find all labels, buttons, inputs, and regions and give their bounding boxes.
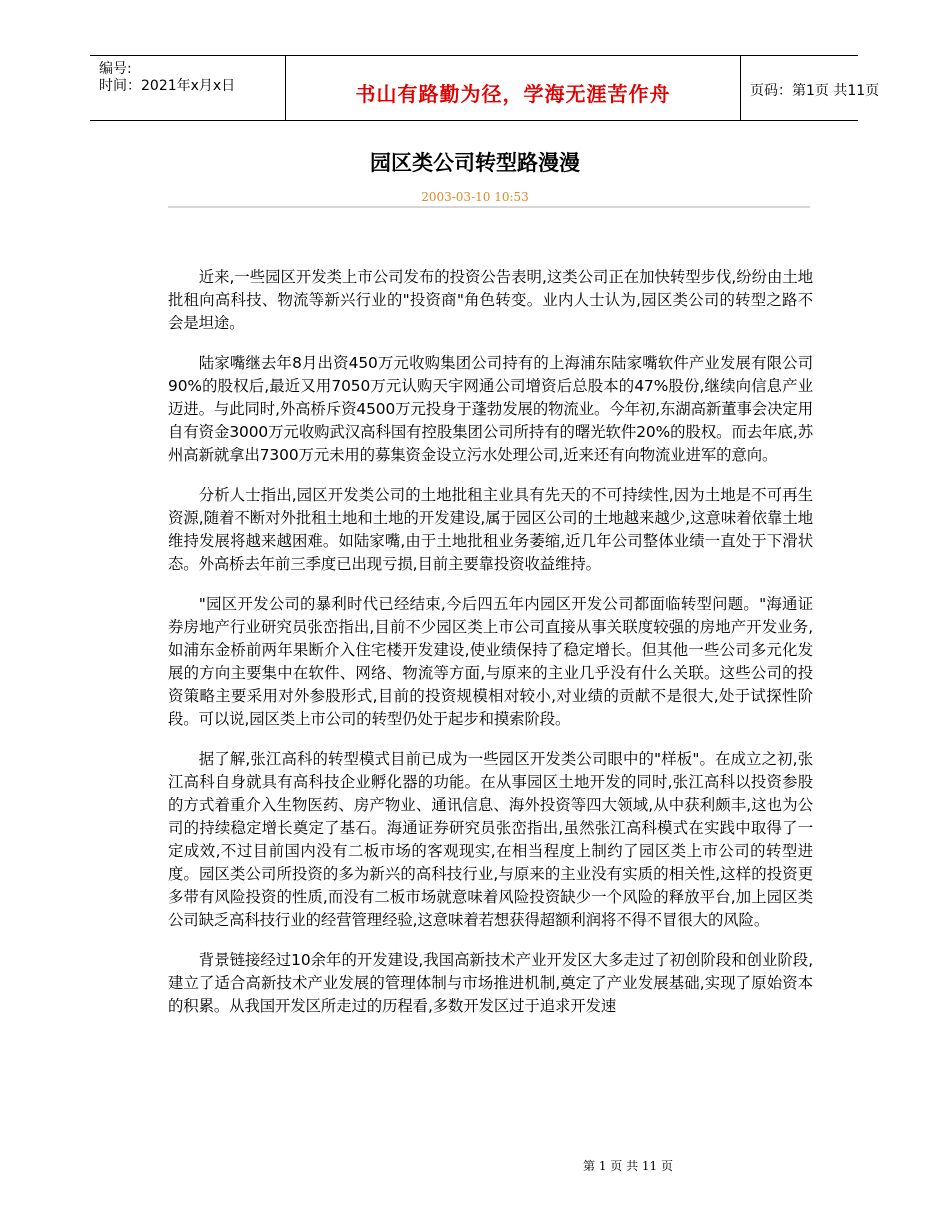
article-body: [168, 266, 813, 1035]
header-meta-cell: [90, 56, 286, 120]
paragraph-6: 背景链接经过10余年的开发建设,我国高新技术产业开发区大多走过了初创阶段和创业阶段,建立了适合高新技术产业发展的管理体制与市场推进机制,奠定了产业发展基础,实现了原始资本的积累。从我国开发区所走过的历程看,多数开发区过于追求开发速: [168, 951, 813, 1015]
number-label: 编号:: [99, 61, 132, 77]
page-footer: 第 1 页 共 11 页: [583, 1159, 673, 1173]
paragraph-1: 近来,一些园区开发类上市公司发布的投资公告表明,这类公司正在加快转型步伐,纷纷由土地批租向高科技、物流等新兴行业的"投资商"角色转变。业内人士认为,园区类公司的转型之路不会是坦途。: [168, 268, 813, 332]
page-info: 页码：第1页 共11页: [750, 83, 880, 99]
title-divider: [168, 206, 810, 208]
paragraph-5: 据了解,张江高科的转型模式目前已成为一些园区开发类公司眼中的"样板"。在成立之初,张江高科自身就具有高科技企业孵化器的功能。在从事园区土地开发的同时,张江高科以投资参股的方式着重介入生物医药、房产物业、通讯信息、海外投资等四大领域,从中获利颇丰,这也为公司的持续稳定增长奠定了基石。海通证券研究员张峦指出,虽然张江高科模式在实践中取得了一定成效,不过目前国内没有二板市场的客观现实,在相当程度上制约了园区类上市公司的转型进度。园区类公司所投资的多为新兴的高科技行业,与原来的主业没有实质的相关性,这样的投资更多带有风险投资的性质,而没有二板市场就意味着风险投资缺少一个风险的释放平台,加上园区类公司缺乏高科技行业的经营管理经验,这意味着若想获得超额利润将不得不冒很大的风险。: [168, 750, 813, 929]
article-title: 园区类公司转型路漫漫: [370, 151, 580, 175]
motto: 书山有路勤为径，学海无涯苦作舟: [355, 82, 671, 106]
time-label: 时间：2021年x月x日: [99, 78, 236, 94]
article-date: 2003-03-10 10:53: [421, 190, 529, 204]
header-motto-cell: [286, 56, 741, 120]
paragraph-4: "园区开发公司的暴利时代已经结束,今后四五年内园区开发公司都面临转型问题。"海通证券房地产行业研究员张峦指出,目前不少园区类上市公司直接从事关联度较强的房地产开发业务,如浦东金桥前两年果断介入住宅楼开发建设,使业绩保持了稳定增长。但其他一些公司多元化发展的方向主要集中在软件、网络、物流等方面,与原来的主业几乎没有什么关联。这些公司的投资策略主要采用对外参股形式,目前的投资规模相对较小,对业绩的贡献不是很大,处于试探性阶段。可以说,园区类上市公司的转型仍处于起步和摸索阶段。: [168, 595, 813, 728]
header-page-cell: [741, 56, 880, 120]
paragraph-2: 陆家嘴继去年8月出资450万元收购集团公司持有的上海浦东陆家嘴软件产业发展有限公司90%的股权后,最近又用7050万元认购天宇网通公司增资后总股本的47%股份,继续向信息产业迈进。与此同时,外高桥斥资4500万元投身于蓬勃发展的物流业。今年初,东湖高新董事会决定用自有资金3000万元收购武汉高科国有控股集团公司所持有的曙光软件20%的股权。而去年底,苏州高新就拿出7300万元未用的募集资金设立污水处理公司,近来还有向物流业进军的意向。: [168, 354, 813, 464]
header-table: [90, 55, 880, 121]
paragraph-3: 分析人士指出,园区开发类公司的土地批租主业具有先天的不可持续性,因为土地是不可再生资源,随着不断对外批租土地和土地的开发建设,属于园区公司的土地越来越少,这意味着依靠土地维持发展将越来越困难。如陆家嘴,由于土地批租业务萎缩,近几年公司整体业绩一直处于下滑状态。外高桥去年前三季度已出现亏损,目前主要靠投资收益维持。: [168, 486, 813, 573]
